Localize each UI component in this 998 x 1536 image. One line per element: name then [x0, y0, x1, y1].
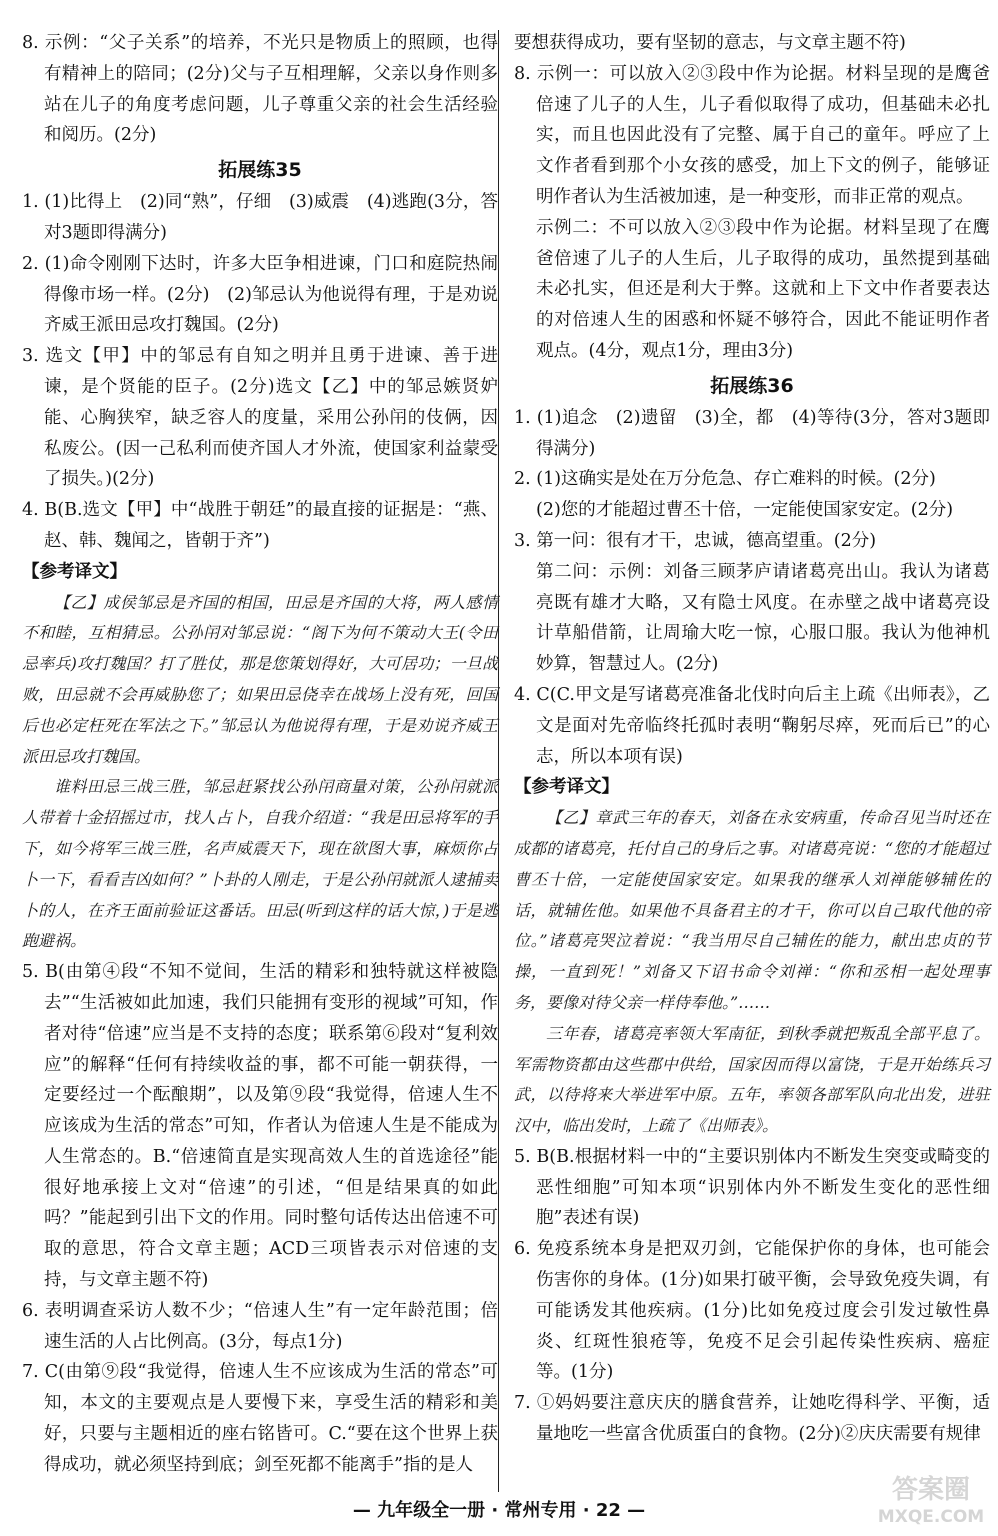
reference-translation-label: 【参考译文】: [22, 561, 127, 582]
answer-6: 6. 表明调查采访人数不少；“倍速人生”有一定年龄范围；倍速生活的人占比例高。(3分，每点1分): [22, 1300, 498, 1352]
left-column: [22, 28, 498, 1481]
answer-1: 1. (1)比得上 (2)同“熟”，仔细 (3)威震 (4)逃跑(3分，答对3题即得满分): [22, 192, 499, 243]
page-footer: — 九年级全一册 · 常州专用 · 22 —: [352, 1500, 646, 1521]
answer-4: 4. B(B.选文【甲】中“战胜于朝廷”的最直接的证据是：“燕、赵、韩、魏闻之，皆朝于齐”): [22, 500, 498, 551]
answer-2: 2. (1)命令刚刚下达时，许多大臣争相进谏，门口和庭院热闹得像市场一样。(2分) (2)邹忌认为他说得有理，于是劝说齐威王派田忌攻打魏国。(2分): [22, 253, 498, 336]
watermark-subtext: MXQE.COM: [877, 1507, 985, 1527]
answer-3: 3. 第一问：很有才干，忠诚，德高望重。(2分) 第二问：示例：刘备三顾茅庐请诸葛亮出山。我认为诸葛亮既有雄才大略，又有隐士风度。在赤壁之战中诸葛亮设计草船借箭，让周瑜大吃一惊，心服口服。我认为他神机妙算，智慧过人。(2分): [514, 530, 990, 675]
section-title-35: 拓展练35: [218, 159, 302, 182]
answer-4: 4. C(C.甲文是写诸葛亮准备北伐时向后主上疏《出师表》，乙文是面对先帝临终托孤时表明“鞠躬尽瘁，死而后已”的心志，所以本项有误): [514, 684, 990, 767]
translation-paragraph: 【乙】成侯邹忌是齐国的相国，田忌是齐国的大将，两人感情不和睦，互相猜忌。公孙闬对邹忌说：“阁下为何不策动大王(令田忌率兵)攻打魏国？打了胜仗，那是您策划得好，大可居功；一旦战败，田忌就不会再威胁您了；如果田忌侥幸在战场上没有死，回国后也必定枉死在军法之下。”邹忌认为他说得有理，于是劝说齐威王派田忌攻打魏国。: [22, 592, 498, 766]
answer-6: 6. 免疫系统本身是把双刃剑，它能保护你的身体，也可能会伤害你的身体。(1分)如果打破平衡，会导致免疫失调，有可能诱发其他疾病。(1分)比如免疫过度会引发过敏性鼻炎、红斑性狼疮等，免疫不足会引起传染性疾病、癌症等。(1分): [514, 1239, 991, 1383]
translation-paragraph: 三年春，诸葛亮率领大军南征，到秋季就把叛乱全部平息了。军需物资都由这些郡中供给，国家因而得以富饶，于是开始练兵习武，以待将来大举进军中原。五年，率领各部军队向北出发，进驻汉中，临出发时，上疏了《出师表》。: [514, 1023, 990, 1136]
answer-5: 5. B(由第④段“不知不觉间，生活的精彩和独特就这样被隐去”“生活被如此加速，我们只能拥有变形的视域”可知，作者对待“倍速”应当是不支持的态度；联系第⑥段对“复利效应”的解释“任何有持续收益的事，都不可能一朝获得，一定要经过一个酝酿期”，以及第⑨段“我觉得，倍速人生不应该成为生活的常态”可知，作者认为倍速人生是不能成为人生常态的。B.“倍速简直是实现高效人生的首选途径”能很好地承接上文对“倍速”的引述，“但是结果真的如此吗？”能起到引出下文的作用。同时整句话传达出倍速不可取的意思，符合文章主题；ACD三项皆表示对倍速的支持，与文章主题不符): [22, 962, 499, 1291]
answer-7-continued: 要想获得成功，要有坚韧的意志，与文章主题不符): [514, 33, 906, 53]
answer-1: 1. (1)追念 (2)遗留 (3)全，都 (4)等待(3分，答对3题即得满分): [514, 407, 990, 459]
answer-2: 2. (1)这确实是处在万分危急、存亡难料的时候。(2分) (2)您的才能超过曹丕十倍，一定能使国家安定。(2分): [514, 469, 954, 521]
watermark-text: 答案圈: [891, 1475, 971, 1505]
answer-8: 8. 示例一：可以放入②③段中作为论据。材料呈现的是鹰爸倍速了儿子的人生，儿子看似取得了成功，但基础未必扎实，而且也因此没有了完整、属于自己的童年。呼应了上文作者看到那个小女孩的感受，加上下文的例子，能够证明作者认为生活被加速，是一种变形，而非正常的观点。: [514, 63, 990, 207]
answer-8-prev: 8. 示例：“父子关系”的培养，不光只是物质上的照顾，也得有精神上的陪同；(2分)父与子互相理解，父亲以身作则多站在儿子的角度考虑问题，儿子尊重父亲的社会生活经验和阅历。(2分): [22, 33, 498, 146]
reference-translation-label: 【参考译文】: [514, 777, 619, 798]
watermark-logo: [872, 1468, 990, 1530]
answer-3: 3. 选文【甲】中的邹忌有自知之明并且勇于进谏、善于进谏，是个贤能的臣子。(2分)选文【乙】中的邹忌嫉贤妒能、心胸狭窄，缺乏容人的度量，采用公孙闬的伎俩，因私废公。(因一己私利而使齐国人才外流，使国家利益蒙受了损失。)(2分): [22, 346, 499, 490]
translation-paragraph: 【乙】章武三年的春天，刘备在永安病重，传命召见当时还在成都的诸葛亮，托付自己的身后之事。对诸葛亮说：“您的才能超过曹丕十倍，一定能使国家安定。如果我的继承人刘禅能够辅佐的话，就辅佐他。如果他不具备君主的才干，你可以自己取代他的帝位。”诸葛亮哭泣着说：“我当用尽自己辅佐的能力，献出忠贞的节操，一直到死！”刘备又下诏书命令刘禅：“你和丞相一起处理事务，要像对待父亲一样侍奉他。”……: [514, 808, 990, 1012]
section-title-36: 拓展练36: [710, 374, 794, 397]
answer-5: 5. B(B.根据材料一中的“主要识别体内不断发生突变或畸变的恶性细胞”可知本项“识别体内外不断发生变化的恶性细胞”表述有误): [514, 1146, 990, 1229]
answer-8-example-2: 示例二：不可以放入②③段中作为论据。材料呈现了在鹰爸倍速了儿子的人生后，儿子取得的成功，虽然提到基础未必扎实，但还是利大于弊。这就和上下文中作者要表达的对倍速人生的困惑和怀疑不够符合，因此不能证明作者观点。(4分，观点1分，理由3分): [536, 217, 990, 361]
column-divider: [498, 30, 499, 1492]
answer-7: 7. C(由第⑨段“我觉得，倍速人生不应该成为生活的常态”可知，本文的主要观点是人要慢下来，享受生活的精彩和美好，只要与主题相近的座右铭皆可。C.“要在这个世界上获得成功，就必须坚持到底；剑至死都不能离手”指的是人: [22, 1362, 498, 1475]
translation-paragraph: 谁料田忌三战三胜，邹忌赶紧找公孙闬商量对策，公孙闬就派人带着十金招摇过市，找人占卜，自我介绍道：“我是田忌将军的手下，如今将军三战三胜，名声威震天下，现在欲图大事，麻烦你占卜一下，看看吉凶如何？”卜卦的人刚走，于是公孙闬就派人逮捕卖卜的人，在齐王面前验证这番话。田忌(听到这样的话大惊，)于是逃跑避祸。: [22, 777, 498, 951]
answer-7: 7. ①妈妈要注意庆庆的膳食营养，让她吃得科学、平衡，适量地吃一些富含优质蛋白的食物。(2分)②庆庆需要有规律: [514, 1393, 990, 1445]
right-column: [514, 28, 990, 1450]
